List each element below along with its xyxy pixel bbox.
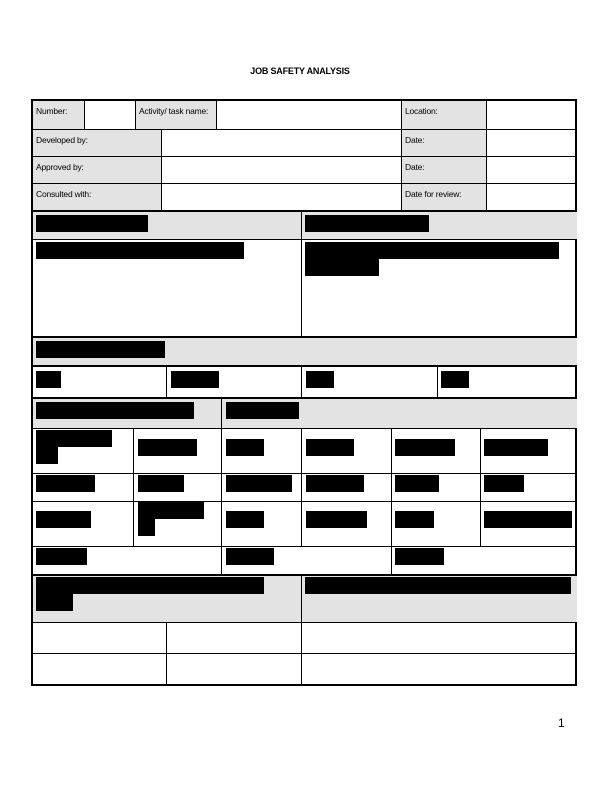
redacted-block <box>36 242 244 259</box>
section-b-cell-1 <box>33 367 167 399</box>
section-b-cell-4 <box>438 367 577 399</box>
entry-row-2-col-3[interactable] <box>302 654 577 686</box>
redacted-block <box>226 511 264 528</box>
date-for-review-field[interactable] <box>487 184 577 212</box>
redacted-block <box>441 371 469 388</box>
redacted-block <box>305 242 559 259</box>
section-b-header <box>33 338 577 367</box>
approval-date-field[interactable] <box>487 157 577 184</box>
redacted-block <box>36 594 73 611</box>
section-c-left-header <box>33 399 222 429</box>
section-b-cell-3 <box>302 367 438 399</box>
redacted-block <box>36 577 264 594</box>
matrix-row-2-col-5 <box>392 474 481 502</box>
matrix-row-2-col-6 <box>481 474 577 502</box>
entry-row-2-col-1[interactable] <box>33 654 167 686</box>
matrix-row-4-col-2 <box>222 547 392 576</box>
redacted-block <box>395 511 434 528</box>
entry-row-1-col-2[interactable] <box>167 623 302 654</box>
redacted-block <box>395 439 455 456</box>
redacted-block <box>226 439 264 456</box>
redacted-block <box>305 577 571 594</box>
redacted-block <box>395 475 439 492</box>
section-a-right-header <box>302 212 577 240</box>
redacted-block <box>306 439 354 456</box>
redacted-block <box>36 447 58 464</box>
matrix-row-1-col-5 <box>392 429 481 474</box>
redacted-block <box>138 439 197 456</box>
matrix-row-3-col-6 <box>481 502 577 547</box>
redacted-block <box>306 475 364 492</box>
activity-field[interactable] <box>217 101 402 130</box>
job-safety-analysis-form <box>31 99 577 686</box>
redacted-block <box>36 371 61 388</box>
location-field[interactable] <box>487 101 577 130</box>
activity-label: Activity/ task name: <box>136 101 217 130</box>
redacted-block <box>305 259 379 276</box>
matrix-row-2-col-1 <box>33 474 134 502</box>
consulted-with-field[interactable] <box>162 184 402 212</box>
developed-by-field[interactable] <box>162 130 402 157</box>
approved-by-field[interactable] <box>162 157 402 184</box>
redacted-block <box>306 371 334 388</box>
matrix-row-3-col-2 <box>134 502 222 547</box>
number-field[interactable] <box>85 101 136 130</box>
date-for-review-label: Date for review: <box>402 184 487 212</box>
consulted-with-label: Consulted with: <box>33 184 162 212</box>
number-label: Number: <box>33 101 85 130</box>
matrix-row-1-col-3 <box>222 429 302 474</box>
redacted-block <box>484 475 524 492</box>
matrix-row-1-col-6 <box>481 429 577 474</box>
section-c-right-header <box>222 399 577 429</box>
redacted-block <box>36 548 87 565</box>
section-b-cell-2 <box>167 367 302 399</box>
matrix-row-3-col-1 <box>33 502 134 547</box>
matrix-row-2-col-2 <box>134 474 222 502</box>
matrix-row-3-col-4 <box>302 502 392 547</box>
redacted-block <box>36 402 194 419</box>
redacted-block <box>305 215 429 232</box>
section-a-left-header <box>33 212 302 240</box>
developed-by-label: Developed by: <box>33 130 162 157</box>
matrix-row-1-col-4 <box>302 429 392 474</box>
matrix-row-4-col-3 <box>392 547 577 576</box>
entry-row-2-col-2[interactable] <box>167 654 302 686</box>
entry-row-1-col-3[interactable] <box>302 623 577 654</box>
redacted-block <box>395 548 444 565</box>
redacted-block <box>36 475 95 492</box>
date-field[interactable] <box>487 130 577 157</box>
redacted-block <box>226 402 299 419</box>
date-label: Date: <box>402 130 487 157</box>
redacted-block <box>171 371 219 388</box>
section-d-right-header <box>302 576 577 623</box>
matrix-row-1-col-2 <box>134 429 222 474</box>
matrix-row-3-col-5 <box>392 502 481 547</box>
matrix-row-3-col-3 <box>222 502 302 547</box>
redacted-block <box>226 548 274 565</box>
redacted-block <box>138 519 155 536</box>
redacted-block <box>36 430 112 447</box>
document-title: JOB SAFETY ANALYSIS <box>250 66 350 76</box>
section-a-left-content <box>33 240 302 338</box>
location-label: Location: <box>402 101 487 130</box>
redacted-block <box>226 475 292 492</box>
redacted-block <box>138 475 184 492</box>
page-number: 1 <box>558 716 565 730</box>
matrix-row-4-col-1 <box>33 547 222 576</box>
matrix-row-2-col-4 <box>302 474 392 502</box>
section-d-left-header <box>33 576 302 623</box>
matrix-row-1-col-1 <box>33 429 134 474</box>
approval-date-label: Date: <box>402 157 487 184</box>
redacted-block <box>36 341 165 358</box>
matrix-row-2-col-3 <box>222 474 302 502</box>
redacted-block <box>484 439 548 456</box>
approved-by-label: Approved by: <box>33 157 162 184</box>
redacted-block <box>306 511 367 528</box>
redacted-block <box>36 511 91 528</box>
redacted-block <box>138 502 204 519</box>
section-a-right-content <box>302 240 577 338</box>
redacted-block <box>484 511 572 528</box>
redacted-block <box>36 215 148 232</box>
entry-row-1-col-1[interactable] <box>33 623 167 654</box>
